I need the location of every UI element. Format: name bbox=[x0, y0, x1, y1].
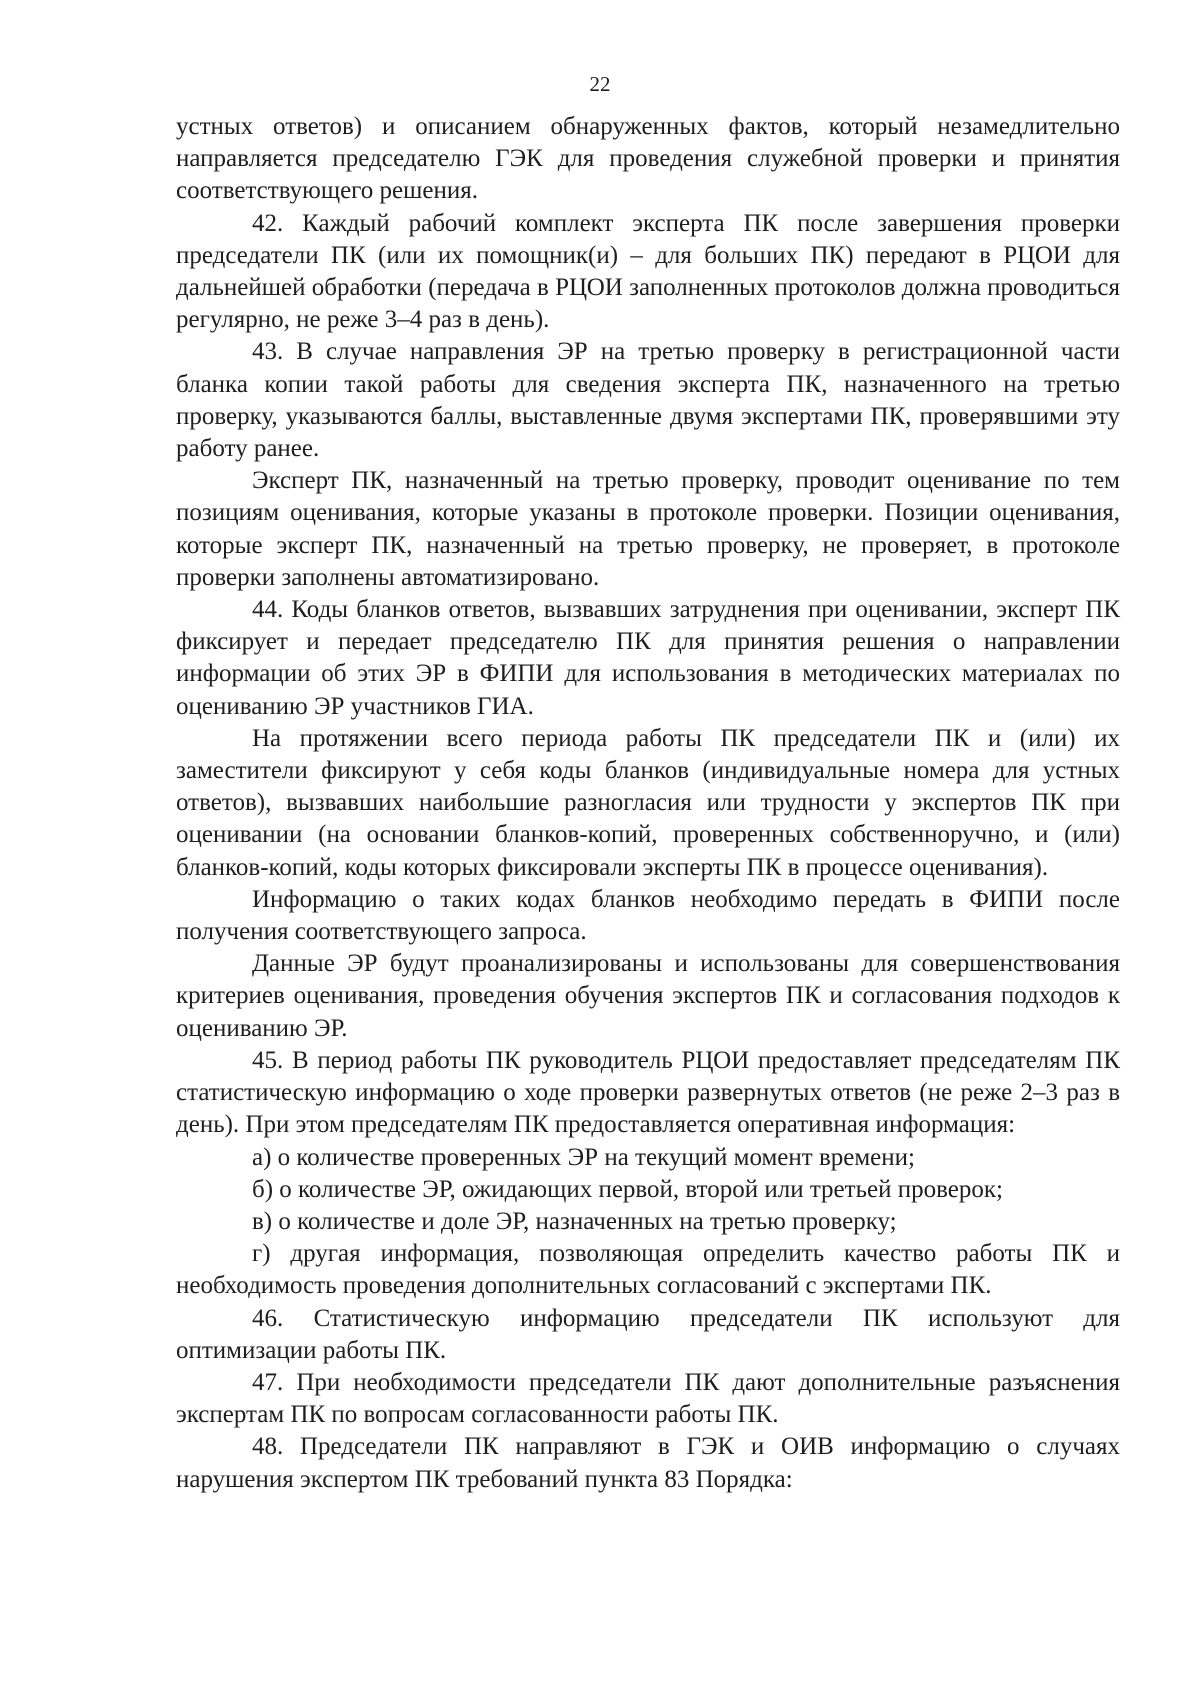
list-item-g: г) другая информация, позволяющая определить качество работы ПК и необходимость проведения дополнительных согласований с экспертами ПК. bbox=[176, 1240, 1120, 1300]
paragraph-item-43: 43. В случае направления ЭР на третью проверку в регистрационной части бланка копии такой работы для сведения эксперта ПК, назначенного на третью проверку, указываются баллы, выставленные двумя экспертами ПК, проверявшими эту работу ранее. bbox=[176, 338, 1120, 463]
paragraph-continuation: устных ответов) и описанием обнаруженных фактов, который незамедлительно направляется председателю ГЭК для проведения служебной проверки и принятия соответствующего решения. bbox=[176, 113, 1120, 205]
list-item-b: б) о количестве ЭР, ожидающих первой, второй или третьей проверок; bbox=[252, 1175, 1003, 1203]
paragraph-item-46: 46. Статистическую информацию председатели ПК используют для оптимизации работы ПК. bbox=[176, 1304, 1120, 1364]
paragraph-third-check-scope: Эксперт ПК, назначенный на третью проверку, проводит оценивание по тем позициям оценивания, которые указаны в протоколе проверки. Позиции оценивания, которые эксперт ПК, назначенный на третью проверку, не проверяет, в протоколе проверки заполнены автоматизировано. bbox=[176, 467, 1120, 591]
paragraph-data-usage: Данные ЭР будут проанализированы и использованы для совершенствования критериев оценивания, проведения обучения экспертов ПК и согласования подходов к оцениванию ЭР. bbox=[176, 950, 1120, 1042]
paragraph-item-42: 42. Каждый рабочий комплект эксперта ПК после завершения проверки председатели ПК (или их помощник(и) – для больших ПК) передают в РЦОИ для дальнейшей обработки (передача в РЦОИ заполненных протоколов должна проводиться регулярно, не реже 3–4 раз в день). bbox=[176, 209, 1120, 334]
paragraph-item-45: 45. В период работы ПК руководитель РЦОИ предоставляет председателям ПК статистическую информацию о ходе проверки развернутых ответов (не реже 2–3 раз в день). При этом председателям ПК предоставляется оперативная информация: bbox=[176, 1046, 1120, 1139]
list-item-a: а) о количестве проверенных ЭР на текущий момент времени; bbox=[252, 1143, 915, 1171]
paragraph-item-48: 48. Председатели ПК направляют в ГЭК и ОИВ информацию о случаях нарушения экспертом ПК требований пункта 83 Порядка: bbox=[176, 1433, 1120, 1493]
document-body bbox=[176, 111, 1120, 1496]
paragraph-chairs-record-codes: На протяжении всего периода работы ПК председатели ПК и (или) их заместители фиксируют у себя коды бланков (индивидуальные номера для устных ответов), вызвавших наибольшие разногласия или трудности у экспертов ПК при оценивании (на основании бланков-копий, проверенных собственноручно, и (или) бланков-копий, коды которых фиксировали эксперты ПК в процессе оценивания). bbox=[176, 724, 1120, 881]
paragraph-item-44: 44. Коды бланков ответов, вызвавших затруднения при оценивании, эксперт ПК фиксирует и передает председателю ПК для принятия решения о направлении информации об этих ЭР в ФИПИ для использования в методических материалах по оцениванию ЭР участников ГИА. bbox=[176, 596, 1120, 720]
paragraph-send-to-fipi: Информацию о таких кодах бланков необходимо передать в ФИПИ после получения соответствующего запроса. bbox=[176, 885, 1120, 946]
paragraph-item-47: 47. При необходимости председатели ПК дают дополнительные разъяснения экспертам ПК по вопросам согласованности работы ПК. bbox=[176, 1368, 1120, 1429]
list-item-v: в) о количестве и доле ЭР, назначенных на третью проверку; bbox=[252, 1207, 897, 1235]
page-number: 22 bbox=[589, 72, 611, 96]
